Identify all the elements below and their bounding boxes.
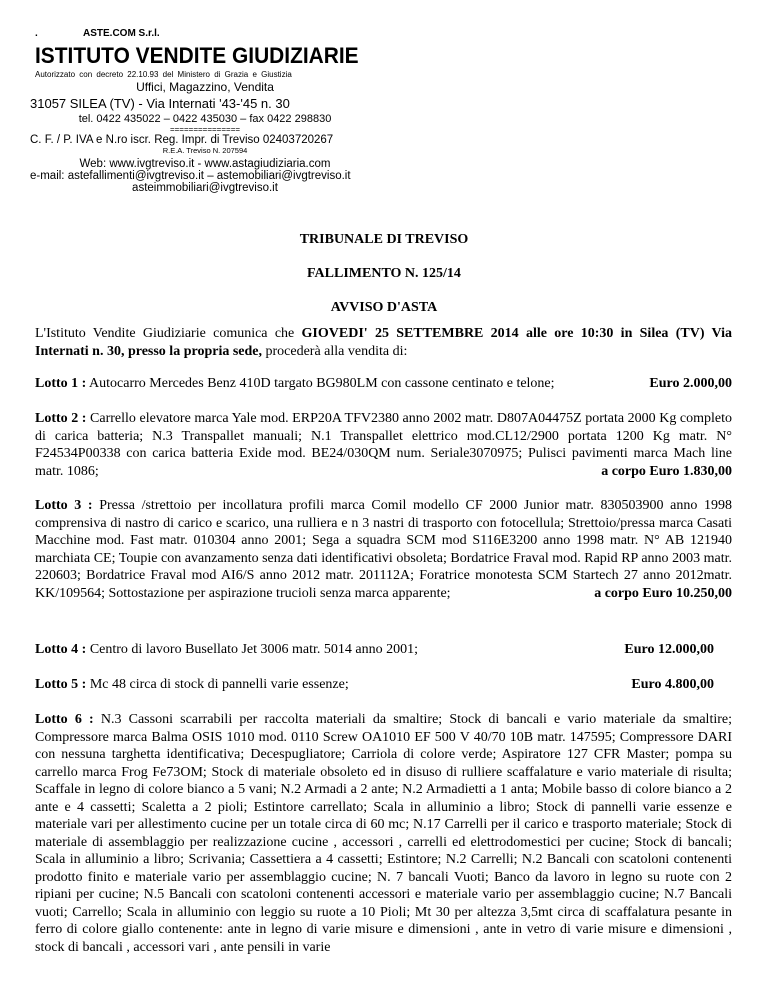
intro-date-place: GIOVEDI' 25 SETTEMBRE 2014 alle ore 10:30 in Silea (TV) Via Internati n. 30, presso la propria sede,: [35, 326, 733, 359]
lot-price: Euro 12.000,00: [624, 642, 714, 657]
lot-label: Lotto 5 :: [35, 677, 87, 692]
lot-description: Mc 48 circa di stock di pannelli varie essenze;: [86, 677, 349, 692]
lot-2: [35, 410, 732, 480]
header-dot: .: [35, 28, 38, 39]
email-line-1: e-mail: astefallimenti@ivgtreviso.it – astemobiliari@ivgtreviso.it: [30, 170, 351, 182]
address-line: 31057 SILEA (TV) - Via Internati '43-'45 n. 30: [30, 96, 290, 111]
institute-title: ISTITUTO VENDITE GIUDIZIARIE: [35, 43, 359, 68]
intro-text-1: L'Istituto Vendite Giudiziarie comunica che: [35, 326, 302, 341]
lot-6: [35, 711, 732, 956]
separator-line: ===============: [169, 125, 241, 134]
lot-label: Lotto 4 :: [35, 642, 87, 657]
lot-4: [35, 641, 732, 659]
lot-description: Pressa /strettoio per incollatura profili marca Comil modello CF 2000 Junior matr. 830503900 anno 1998 comprensiva di nastro di carico e scarico, una rulliera e n 3 nastri di trasporto con fotocellula; Strettoio/pressa marca Casati Macchine mod. Fast matr. 010304 anno 2001; Sega a squadra SCM mod S116E3200 anno 1998 matr. N° AB 121940 marchiata CE; Toupie con avanzamento senza dati identificativi obsoleta; Bordatrice Fraval mod. Rapid RP anno 2003 matr. 220603; Bordatrice Fraval mod AI6/S anno 2012 matr. 201112A; Foratrice monotesta SCM Startech 27 anno 2012matr. KK/109564; Sottostazione per aspirazione trucioli senza marca apparente;: [35, 498, 732, 601]
intro-text-2: procederà alla vendita di:: [262, 343, 408, 359]
offices-line: Uffici, Magazzino, Vendita: [136, 80, 274, 94]
web-line: Web: www.ivgtreviso.it - www.astagiudiziaria.com: [79, 158, 331, 170]
lot-3: [35, 497, 732, 602]
notice-heading: AVVISO D'ASTA: [330, 300, 438, 315]
lot-description: Centro di lavoro Busellato Jet 3006 matr. 5014 anno 2001;: [86, 642, 419, 657]
case-heading: FALLIMENTO N. 125/14: [307, 266, 461, 281]
letterhead: [30, 28, 375, 194]
lot-label: Lotto 1 :: [35, 376, 87, 391]
lot-1: [35, 375, 732, 393]
email-line-2: asteimmobiliari@ivgtreviso.it: [132, 182, 278, 194]
lot-description: Carrello elevatore marca Yale mod. ERP20A TFV2380 anno 2002 matr. D807A04475Z portata 2000 Kg completo di carica batteria; N.3 Transpallet manuali; N.1 Transpallet elettrico mod.CL12/2900 portata 1200 Kg matr. N° F24534P00338 con carica batteria Exide mod. BE24/030QM num. Seriale3070975; Pulisci pavimenti marca Mach line matr. 1086;: [35, 411, 732, 479]
lot-description: Autocarro Mercedes Benz 410D targato BG980LM con cassone centinato e telone;: [86, 376, 555, 391]
lot-label: Lotto 6 :: [35, 712, 94, 727]
phone-line: tel. 0422 435022 – 0422 435030 – fax 0422 298830: [78, 113, 332, 125]
tax-line: C. F. / P. IVA e N.ro iscr. Reg. Impr. di Treviso 02403720267: [30, 134, 334, 146]
company-name-small: ASTE.COM S.r.l.: [83, 28, 160, 39]
court-heading: TRIBUNALE DI TREVISO: [299, 232, 469, 247]
lot-price: a corpo Euro 1.830,00: [601, 463, 732, 479]
intro-paragraph: [35, 325, 732, 360]
lot-label: Lotto 3 :: [35, 498, 93, 513]
authorization-line: Autorizzato con decreto 22.10.93 del Ministero di Grazia e Giustizia: [35, 70, 292, 79]
lot-price: a corpo Euro 10.250,00: [594, 585, 732, 601]
lot-price: Euro 2.000,00: [649, 376, 732, 391]
lot-price: Euro 4.800,00: [631, 677, 714, 692]
lot-label: Lotto 2 :: [35, 411, 87, 426]
lot-description: N.3 Cassoni scarrabili per raccolta materiali da smaltire; Stock di bancali e vario materiale da smaltire; Compressore marca Balma OSIS 1010 mod. 0110 Screw OA1010 EF 500 V 40/70 10B matr. 147595; Compressore DARI con nessuna targhetta identificativa; Decespugliatore; Carriola di colore verde; Aspiratore 127 CFR Master; pompa su carrello marca Frog Fe73OM; Stock di materiale obsoleto ed in disuso di rulliere scaffalature e vario materiale di risulta; Scaffale in legno di colore bianco a 5 vani; N.2 Armadi a 2 ante; N.2 Armadietti a 1 anta; Mobile basso di colore bianco a 2 ante e 4 cassetti; Scaletta a 2 pioli; Estintore carrellato; Scala in alluminio a libro; Stock di pannelli varie essenze e materiale vari per allestimento cucine per un totale circa di 60 mc; N.17 Carrelli per il carico e trasporto materiale; Stock di materiale di assemblaggio per realizzazione cucine , accessori , carrelli ed elettrodomestici per cucine; Stock di bancali; Scala in alluminio a libro; Scrivania; Cassettiera a 4 cassetti; Estintore; N.2 Carrelli; N.2 Bancali con scatoloni contenenti prodotto finito e materiale vario per assemblaggio cucine; N. 7 bancali Vuoti; Banco da lavoro in legno su ruote con 2 ripiani per cucine; N.5 Bancali con scatoloni contenenti accessori e materiale vario per assemblaggio cucine; N.7 Bancali vuoti; Carrello; Scala in alluminio con leggio su ruote a 10 Pioli; Mt 30 per altezza 3,5mt circa di scaffalatura pesante in ferro di colore giallo contenente: ante in legno di varie misure e dimensioni , ante in vetro di varie misure e dimensioni , stock di bancali , accessori vari , ante pensili in varie: [35, 712, 732, 955]
rea-line: R.E.A. Treviso N. 207594: [162, 146, 248, 155]
lot-5: [35, 676, 732, 694]
company-top: [35, 28, 375, 39]
